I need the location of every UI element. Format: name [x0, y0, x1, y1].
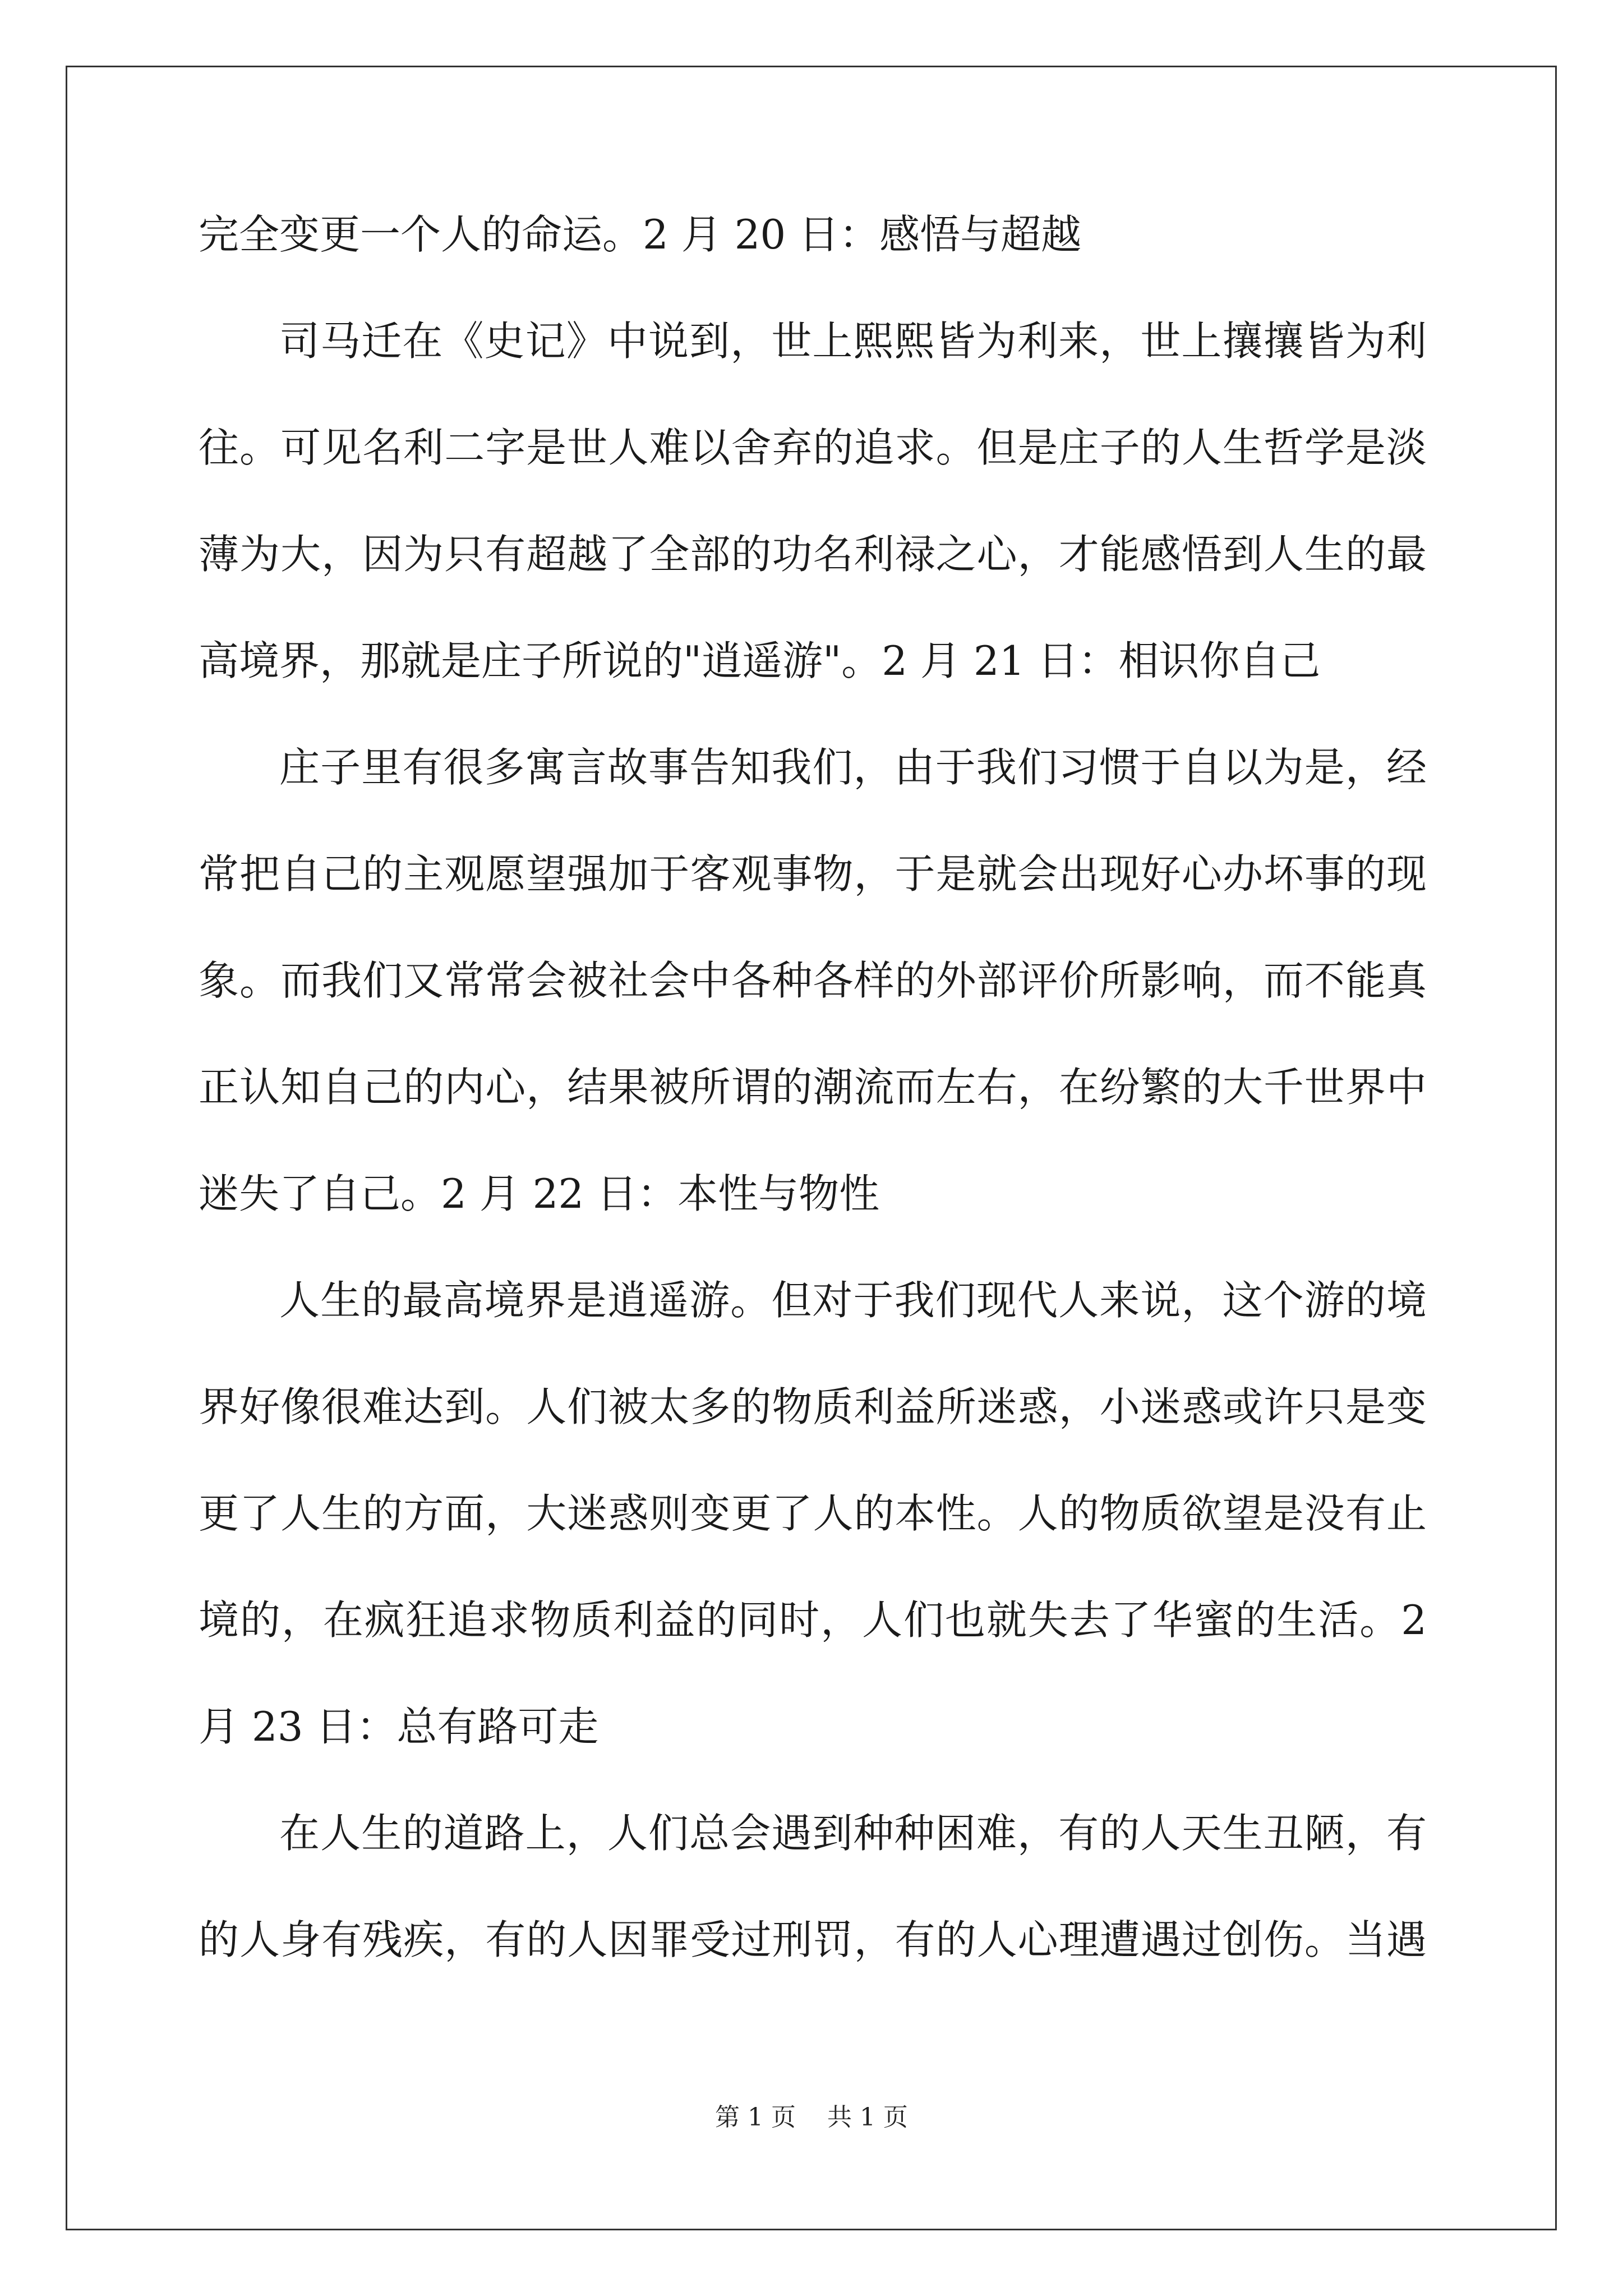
- text-line: 常把自己的主观愿望强加于客观事物，于是就会出现好心办坏事的现: [199, 850, 1427, 898]
- text-line: 月 23 日：总有路可走: [199, 1703, 599, 1750]
- text-line: 正认知自己的内心，结果被所谓的潮流而左右，在纷繁的大千世界中: [199, 1064, 1427, 1111]
- text-line: 完全变更一个人的命运。2 月 20 日：感悟与超越: [199, 211, 1082, 258]
- text-line: 境的，在疯狂追求物质利益的同时，人们也就失去了华蜜的生活。2: [199, 1596, 1427, 1644]
- text-line: 高境界，那就是庄子所说的"逍遥游"。2 月 21 日：相识你自己: [199, 637, 1321, 684]
- text-line: 司马迁在《史记》中说到，世上熙熙皆为利来，世上攘攘皆为利: [279, 318, 1427, 365]
- text-line: 迷失了自己。2 月 22 日：本性与物性: [199, 1170, 880, 1217]
- page-footer: 第 1 页 共 1 页: [715, 2103, 908, 2132]
- text-line: 人生的最高境界是逍遥游。但对于我们现代人来说，这个游的境: [279, 1277, 1427, 1324]
- text-line: 往。可见名利二字是世人难以舍弃的追求。但是庄子的人生哲学是淡: [199, 424, 1427, 471]
- text-line: 的人身有残疾，有的人因罪受过刑罚，有的人心理遭遇过创伤。当遇: [199, 1916, 1427, 1963]
- text-line: 在人生的道路上，人们总会遇到种种困难，有的人天生丑陋，有: [279, 1810, 1427, 1857]
- text-line: 薄为大，因为只有超越了全部的功名利禄之心，才能感悟到人生的最: [199, 531, 1427, 578]
- text-line: 庄子里有很多寓言故事告知我们，由于我们习惯于自以为是，经: [279, 744, 1427, 791]
- document-body: [199, 208, 1427, 2019]
- text-line: 象。而我们又常常会被社会中各种各样的外部评价所影响，而不能真: [199, 957, 1427, 1004]
- text-line: 界好像很难达到。人们被太多的物质利益所迷惑，小迷惑或许只是变: [199, 1383, 1427, 1430]
- text-line: 更了人生的方面，大迷惑则变更了人的本性。人的物质欲望是没有止: [199, 1490, 1427, 1537]
